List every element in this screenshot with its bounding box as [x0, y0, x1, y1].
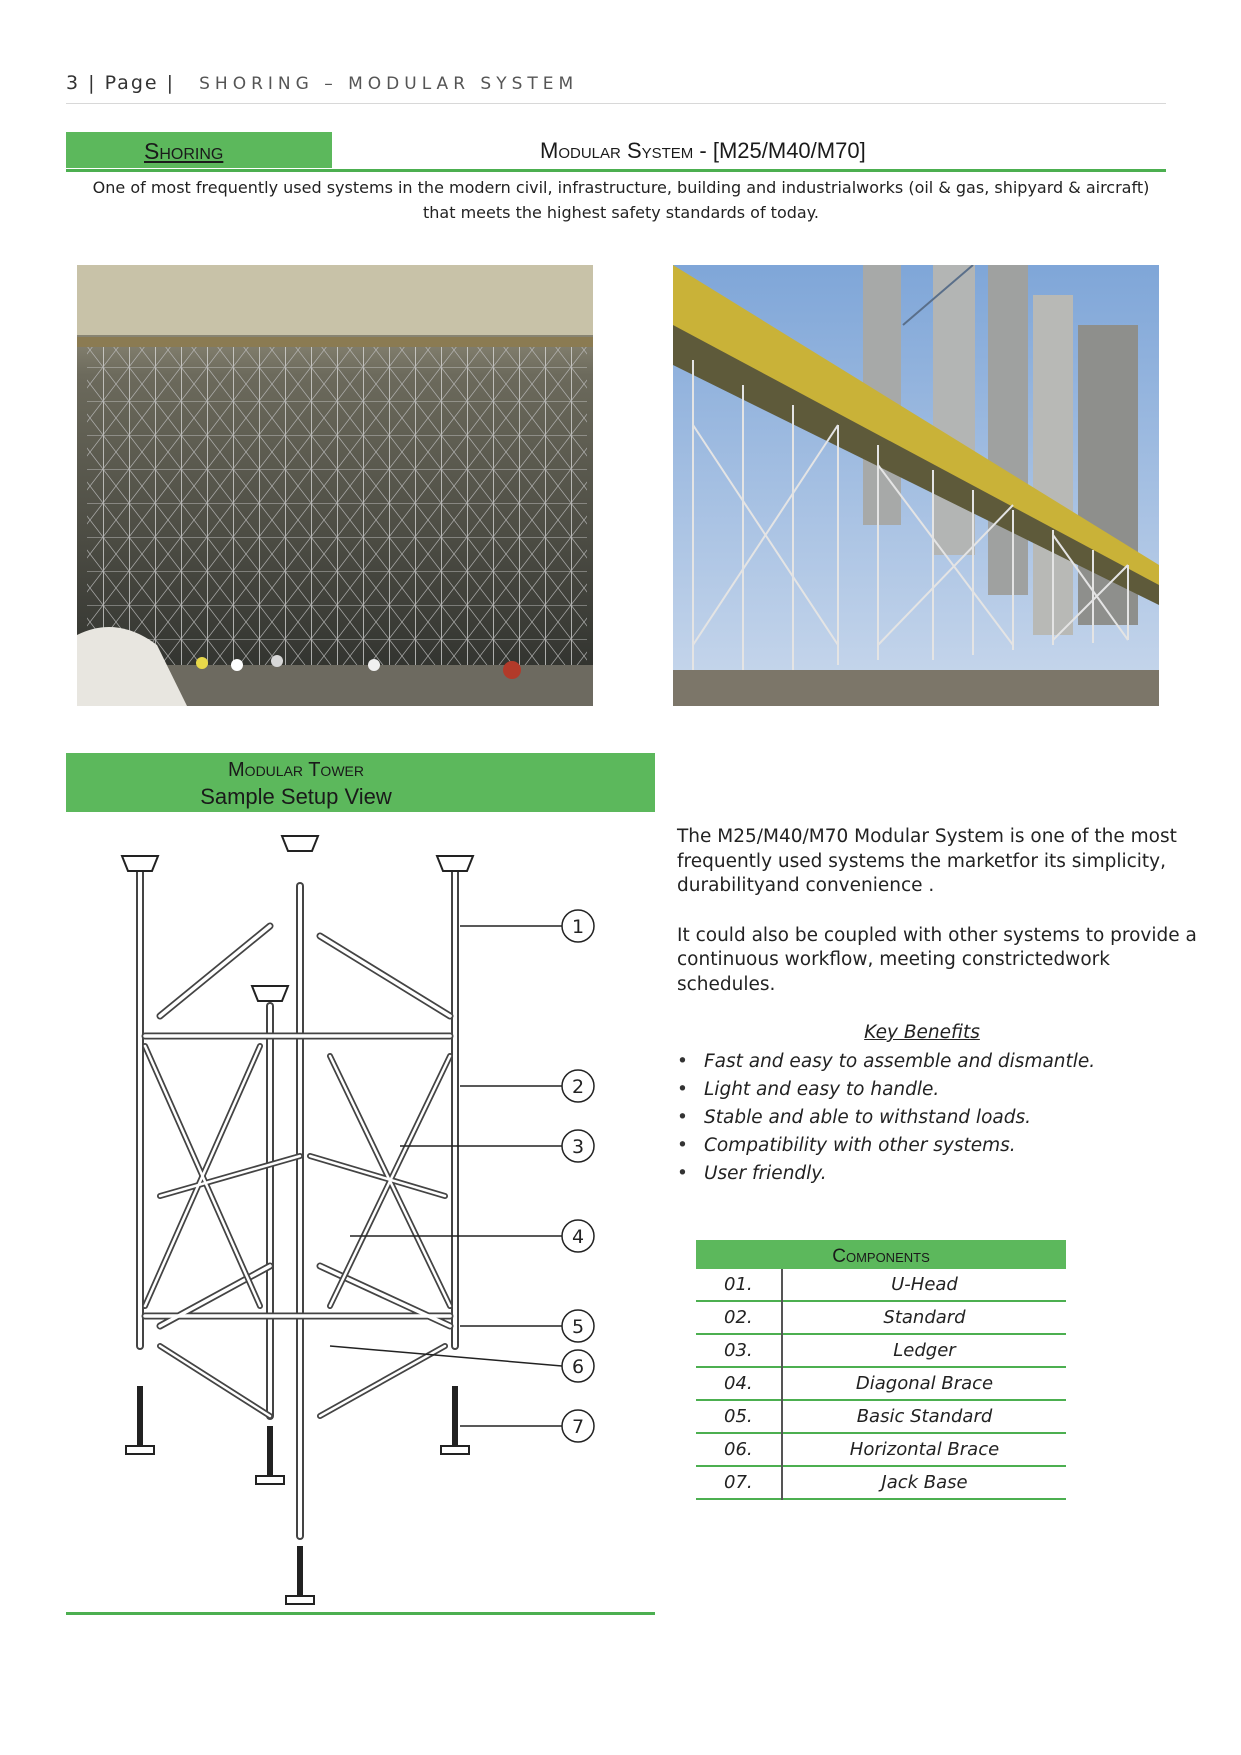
page-header [66, 72, 578, 94]
component-number: 06. [724, 1439, 753, 1460]
component-number: 05. [724, 1406, 753, 1427]
description-paragraph-2: It could also be coupled with other systems to provide a continuous workflow, meeting constrictedwork schedules. [677, 924, 1197, 995]
callout-leaders [330, 926, 562, 1426]
system-description [677, 825, 1197, 1022]
bottom-divider [66, 1612, 655, 1615]
intro-line-2: that meets the highest safety standards of today. [423, 203, 819, 222]
intro-line-1: One of most frequently used systems in the modern civil, infrastructure, building and industrialworks (oil & gas, shipyard & aircraft) [92, 178, 1150, 197]
table-row [696, 1434, 1066, 1467]
shoring-tab-label: Shoring [144, 138, 224, 164]
components-header: Components [696, 1240, 1066, 1269]
table-row [696, 1401, 1066, 1434]
component-number: 02. [724, 1307, 753, 1328]
component-name: Ledger [893, 1340, 956, 1361]
callout-4: 4 [571, 1226, 585, 1248]
component-name: Standard [883, 1307, 966, 1328]
component-number: 03. [724, 1340, 753, 1361]
intro-text [66, 175, 1176, 225]
header-divider [66, 103, 1166, 104]
component-number: 07. [724, 1472, 753, 1493]
callout-1: 1 [571, 916, 585, 938]
table-row [696, 1368, 1066, 1401]
description-paragraph-1: The M25/M40/M70 Modular System is one of the most frequently used systems the marketfor its simplicity, durabilityand convenience . [677, 826, 1177, 896]
shoring-photo-slab [673, 265, 1159, 706]
modular-tower-title: Modular Tower [228, 759, 364, 781]
component-number: 01. [724, 1274, 753, 1295]
callout-2: 2 [571, 1076, 585, 1098]
component-name: Diagonal Brace [855, 1373, 994, 1394]
callout-5: 5 [571, 1316, 585, 1338]
callout-3: 3 [571, 1136, 585, 1158]
component-name: Horizontal Brace [849, 1439, 1000, 1460]
component-name: Basic Standard [856, 1406, 993, 1427]
benefit-item: • Fast and easy to assemble and dismantle. [677, 1048, 1177, 1076]
page-number-label: 3 | Page | [66, 72, 176, 94]
modular-tower-subtitle: Sample Setup View [200, 784, 392, 809]
benefit-item: • Light and easy to handle. [677, 1076, 1177, 1104]
modular-tower-header [66, 753, 655, 812]
benefit-item: • User friendly. [677, 1160, 1177, 1188]
modular-tower-diagram [100, 826, 620, 1616]
section-title: SHORING – MODULAR SYSTEM [199, 74, 579, 94]
component-name: U-Head [891, 1274, 958, 1295]
benefit-item: • Compatibility with other systems. [677, 1132, 1177, 1160]
components-table [696, 1240, 1066, 1500]
component-number: 04. [724, 1373, 753, 1394]
table-row [696, 1269, 1066, 1302]
component-name: Jack Base [881, 1472, 968, 1493]
title-divider [66, 169, 1166, 172]
page-title: Modular System - [M25/M40/M70] [540, 138, 866, 163]
key-benefits-title: Key Benefits [864, 1022, 980, 1043]
table-row [696, 1302, 1066, 1335]
shoring-photo-grid [77, 265, 593, 706]
benefit-item: • Stable and able to withstand loads. [677, 1104, 1177, 1132]
key-benefits-list [677, 1048, 1177, 1188]
callout-6: 6 [571, 1356, 585, 1378]
standards [140, 866, 455, 1536]
callout-7: 7 [571, 1416, 585, 1438]
table-row [696, 1467, 1066, 1500]
shoring-tab [66, 132, 332, 168]
table-row [696, 1335, 1066, 1368]
